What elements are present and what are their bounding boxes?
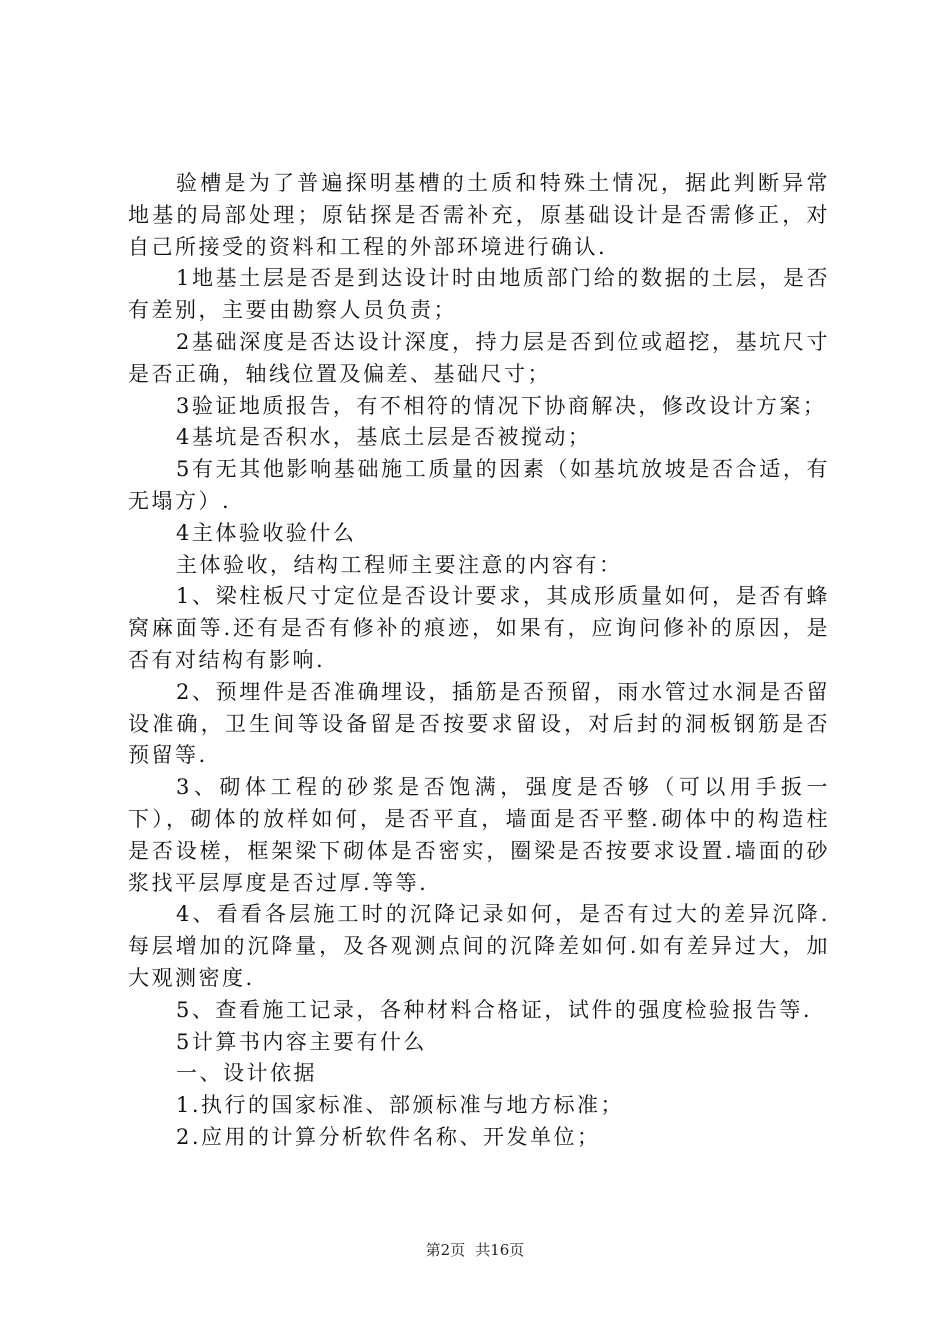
subheading-design-basis: 一、设计依据	[176, 1061, 317, 1086]
section-heading-calculation: 5计算书内容主要有什么	[176, 1029, 427, 1054]
document-body	[128, 168, 830, 1154]
paragraph-basis-item-2: 2.应用的计算分析软件名称、开发单位；	[176, 1124, 601, 1149]
paragraph-item-2: 2基础深度是否达设计深度，持力层是否到位或超挖，基坑尺寸是否正确，轴线位置及偏差、基础尺寸；	[128, 329, 830, 386]
paragraph-structure-item-1: 1、梁柱板尺寸定位是否设计要求，其成形质量如何，是否有蜂窝麻面等.还有是否有修补的痕迹，如果有，应询问修补的原因，是否有对结构有影响.	[128, 584, 830, 672]
page-footer	[0, 1240, 950, 1260]
page-number: 第2页	[425, 1241, 466, 1259]
section-heading-main-structure: 4主体验收验什么	[176, 520, 357, 545]
paragraph-structure-item-5: 5、查看施工记录，各种材料合格证，试件的强度检验报告等.	[176, 997, 813, 1022]
paragraph-item-5: 5有无其他影响基础施工质量的因素（如基坑放坡是否合适，有无塌方）.	[128, 457, 830, 513]
paragraph-item-3: 3验证地质报告，有不相符的情况下协商解决，修改设计方案；	[176, 393, 827, 418]
page-total: 共16页	[475, 1241, 525, 1259]
paragraph-structure-intro: 主体验收，结构工程师主要注意的内容有：	[176, 552, 623, 577]
paragraph-item-4: 4基坑是否积水，基底土层是否被搅动；	[176, 425, 592, 450]
paragraph-structure-item-2: 2、预埋件是否准确埋设，插筋是否预留，雨水管过水洞是否留设准确，卫生间等设备留是否按要求留设，对后封的洞板钢筋是否预留等.	[128, 679, 830, 768]
paragraph-item-1: 1地基土层是否是到达设计时由地质部门给的数据的土层，是否有差别，主要由勘察人员负责；	[128, 266, 830, 323]
paragraph-basis-item-1: 1.执行的国家标准、部颁标准与地方标准；	[176, 1093, 625, 1118]
paragraph-structure-item-4: 4、看看各层施工时的沉降记录如何，是否有过大的差异沉降.每层增加的沉降量，及各观测点间的沉降差如何.如有差异过大，加大观测密度.	[128, 902, 830, 990]
paragraph-structure-item-3: 3、砌体工程的砂浆是否饱满，强度是否够（可以用手扳一下），砌体的放样如何，是否平直，墙面是否平整.砌体中的构造柱是否设槎，框架梁下砌体是否密实，圈梁是否按要求设置.墙面的砂浆找平层厚度是否过厚.等等.	[128, 775, 830, 895]
paragraph-inspection-intro: 验槽是为了普遍探明基槽的土质和特殊土情况，据此判断异常地基的局部处理；原钻探是否需补充，原基础设计是否需修正，对自己所接受的资料和工程的外部环境进行确认.	[128, 171, 830, 259]
